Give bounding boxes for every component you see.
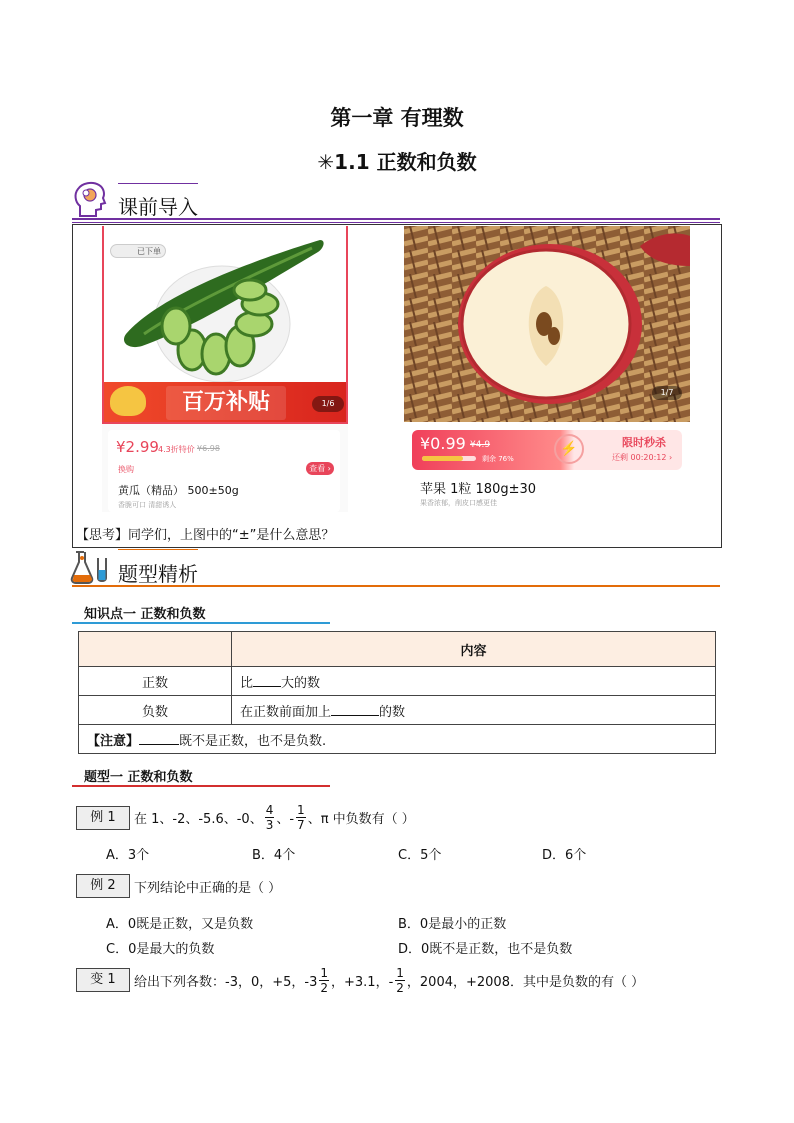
- ex1-fraction-1: [265, 803, 275, 832]
- variation-1-stem: [134, 963, 644, 997]
- cucumber-card: [102, 226, 348, 512]
- var1-fraction-1: [319, 966, 329, 995]
- apple-note: 果香浓郁，削皮口感更佳: [420, 499, 497, 507]
- view-button[interactable]: 查看 ›: [306, 462, 334, 475]
- subsidy-banner: [104, 382, 348, 424]
- positive-post: 大的数: [281, 675, 321, 691]
- var1-mid: ，+3.1，-: [331, 974, 394, 990]
- analysis-divider: [72, 585, 720, 587]
- banner-ingot: [110, 386, 146, 416]
- var1-f2-den: 2: [396, 980, 404, 995]
- table-row: [79, 667, 716, 696]
- note-label: 【注意】: [87, 733, 140, 749]
- lightning-icon: ⚡: [554, 434, 584, 464]
- flask-icon: [70, 548, 110, 584]
- row-content-negative: [232, 696, 716, 725]
- negative-pre: 在正数前面加上: [240, 704, 332, 720]
- example-1-stem: [134, 800, 415, 834]
- ex2-option-d: D．0既不是正数，也不是负数: [398, 942, 573, 957]
- row-content-positive: [232, 667, 716, 696]
- cucumber-info: [102, 424, 348, 512]
- intro-divider: [72, 218, 720, 220]
- var1-f1-num: 1: [320, 965, 328, 980]
- cucumber-price: ¥2.99: [116, 438, 159, 456]
- order-status-pill: [110, 244, 166, 258]
- knowledge-title: 知识点一 正数和负数: [84, 607, 206, 622]
- ex2-option-a: A．0既是正数，又是负数: [106, 917, 254, 932]
- table-header-cell-content: 内容: [232, 632, 716, 667]
- var1-pre: 给出下列各数：-3，0，+5，-3: [134, 974, 318, 990]
- var1-f2-num: 1: [396, 965, 404, 980]
- table-row: [79, 696, 716, 725]
- ex1-option-c: C．5个: [398, 848, 442, 863]
- ex1-post: 、π 中负数有（ ）: [307, 811, 415, 827]
- ex1-option-b: B．4个: [252, 848, 296, 863]
- countdown: 还剩 00:20:12 ›: [612, 453, 673, 462]
- cucumber-note: 香脆可口 清甜诱人: [118, 501, 177, 509]
- flash-sale-label: 限时秒杀: [622, 436, 666, 449]
- example-1-label: 例 1: [76, 806, 130, 830]
- note-blank: [139, 744, 179, 745]
- qtype-title: 题型一 正数和负数: [84, 770, 193, 785]
- qtype-underline: [72, 785, 330, 787]
- banner-text: 百万补贴: [166, 386, 286, 420]
- ex2-option-b: B．0是最小的正数: [398, 917, 507, 932]
- cucumber-name: 黄瓜（精品） 500±50g: [118, 484, 239, 497]
- negative-post: 的数: [379, 704, 406, 720]
- page-indicator-left: 1/6: [312, 396, 344, 412]
- example-2-label: 例 2: [76, 874, 130, 898]
- apple-info: [404, 422, 690, 516]
- negative-blank: [331, 715, 379, 716]
- intro-heading-overline: [118, 183, 198, 184]
- cucumber-tag: 换购: [118, 465, 134, 474]
- var1-f1-den: 2: [320, 980, 328, 995]
- ex1-fraction-2: [296, 803, 306, 832]
- analysis-heading-overline: [118, 549, 198, 550]
- apple-illustration: [404, 226, 690, 422]
- chapter-title: 第一章 有理数: [330, 106, 464, 130]
- ex1-option-d: D．6个: [542, 848, 587, 863]
- table-header-row: [79, 632, 716, 667]
- cucumber-discount: 4.3折特价: [158, 445, 195, 454]
- remain-text: 剩余 76%: [482, 455, 514, 463]
- cucumber-image-frame: [102, 226, 348, 424]
- note-cell: [79, 725, 716, 754]
- table-note-row: [79, 725, 716, 754]
- apple-card: [404, 226, 690, 516]
- analysis-heading: 题型精析: [118, 562, 198, 586]
- knowledge-table: [78, 631, 716, 754]
- intro-divider-thin: [72, 222, 720, 223]
- ex1-pre: 在 1、-2、-5.6、-0、: [134, 811, 263, 827]
- ex1-f1-num: 4: [265, 802, 274, 817]
- example-2-stem: 下列结论中正确的是（ ）: [134, 881, 282, 896]
- var1-fraction-2: [395, 966, 405, 995]
- apple-image: [404, 226, 690, 422]
- apple-old-price: ¥4.9: [470, 440, 491, 450]
- note-text: 既不是正数，也不是负数.: [179, 733, 327, 749]
- think-question: 【思考】同学们，上图中的“±”是什么意思？: [76, 528, 335, 543]
- knowledge-underline: [72, 622, 330, 624]
- table-header-cell-empty: [79, 632, 232, 667]
- variation-1-label: 变 1: [76, 968, 130, 992]
- ex1-option-a: A．3个: [106, 848, 150, 863]
- apple-name: 苹果 1粒 180g±30: [420, 482, 537, 497]
- ex1-f2-den: 7: [297, 817, 305, 832]
- page-indicator-right: 1/7: [652, 386, 682, 400]
- row-label-negative: 负数: [79, 696, 232, 725]
- remain-progress-fill: [422, 456, 463, 461]
- ex1-sep: 、-: [276, 811, 295, 827]
- ex1-f1-den: 3: [265, 817, 274, 832]
- positive-pre: 比: [240, 675, 254, 691]
- var1-post: ，2004，+2008．其中是负数的有（ ）: [406, 974, 645, 990]
- section-title: ✳1.1 正数和负数: [317, 150, 477, 174]
- order-status-text: 已下单: [137, 247, 161, 256]
- positive-blank: [253, 686, 281, 687]
- row-label-positive: 正数: [79, 667, 232, 696]
- ex1-f2-num: 1: [297, 802, 305, 817]
- brain-icon: [72, 180, 108, 218]
- apple-price: ¥0.99: [420, 434, 466, 453]
- cucumber-old-price: ¥6.98: [197, 444, 220, 453]
- intro-heading: 课前导入: [118, 195, 198, 219]
- ex2-option-c: C．0是最大的负数: [106, 942, 215, 957]
